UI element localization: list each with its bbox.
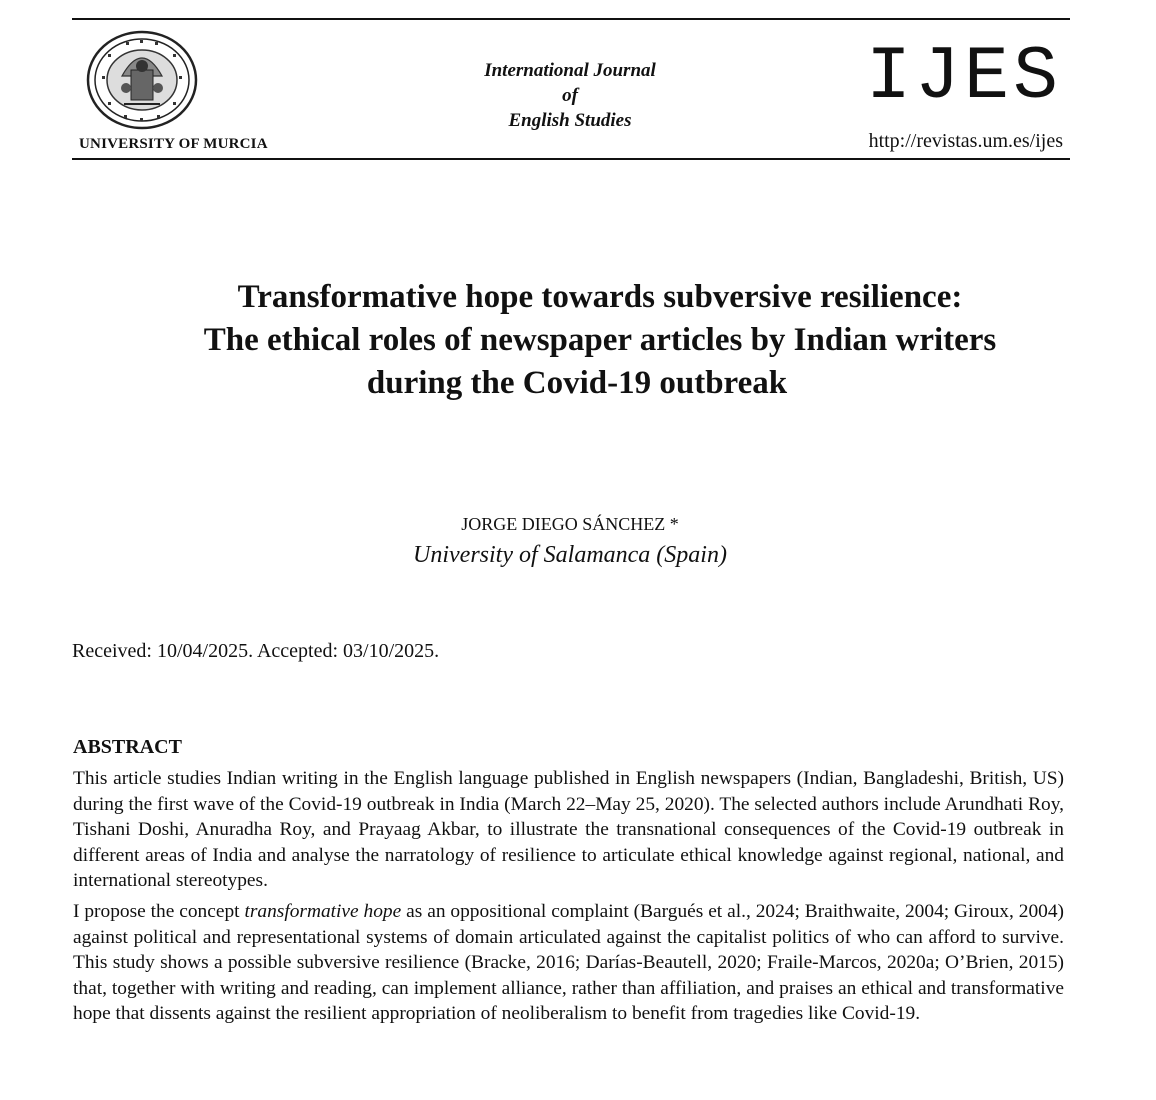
header-top-rule (72, 18, 1070, 20)
journal-logo: IJES (865, 35, 1062, 120)
abstract-paragraph: This article studies Indian writing in the English language published in English newspapers (Indian, Bangladeshi, British, US) during the first wave of the Covid-19 outbreak in India (March 22–May 25, 2020). The selected authors include Arundhati Roy, Tishani Doshi, Anuradha Roy, and Prayaag Akbar, to illustrate the transnational consequences of the Covid-19 outbreak in different areas of India and analyse the narratology of resilience to articulate ethical knowledge against regional, national, and international stereotypes. (73, 768, 1064, 892)
abstract-key-term: transformative hope (244, 900, 402, 922)
abstract-text: I propose the concept (73, 900, 245, 922)
journal-name (420, 58, 720, 133)
abstract-paragraph (73, 899, 1064, 1027)
title-line: The ethical roles of newspaper articles by Indian writers (203, 322, 997, 358)
abstract-text: as an oppositional complaint (Bargués et al., 2024; Braithwaite, 2004; Giroux, 2004) against political and representational systems of domain articulated against the capitalist politics of who can afford to survive. This study shows a possible subversive resilience (Bracke, 2016; Darías-Beautell, 2020; Fraile-Marcos, 2020a; O’Brien, 2015) that, together with writing and reading, can implement alliance, rather than affiliation, and praises an ethical and transformative hope that dissents against the resilient appropriation of neoliberalism to benefit from tragedies like Covid-19. (73, 900, 1064, 1025)
abstract-heading: ABSTRACT (73, 736, 182, 758)
author-name: JORGE DIEGO SÁNCHEZ * (461, 514, 679, 534)
journal-name-line: English Studies (508, 110, 632, 131)
received-accepted-dates: Received: 10/04/2025. Accepted: 03/10/2025. (72, 640, 440, 662)
university-seal-icon (86, 30, 198, 130)
university-name: UNIVERSITY OF MURCIA (79, 136, 268, 152)
title-line: Transformative hope towards subversive resilience: (237, 279, 963, 315)
header-bottom-rule (72, 158, 1070, 160)
article-title (120, 276, 1080, 405)
journal-name-line: of (562, 85, 578, 106)
abstract-body (73, 766, 1064, 1027)
journal-name-line: International Journal (484, 60, 656, 81)
journal-url-link[interactable]: http://revistas.um.es/ijes (868, 130, 1063, 152)
author-affiliation: University of Salamanca (Spain) (413, 542, 727, 568)
title-line: during the Covid-19 outbreak (366, 365, 788, 401)
